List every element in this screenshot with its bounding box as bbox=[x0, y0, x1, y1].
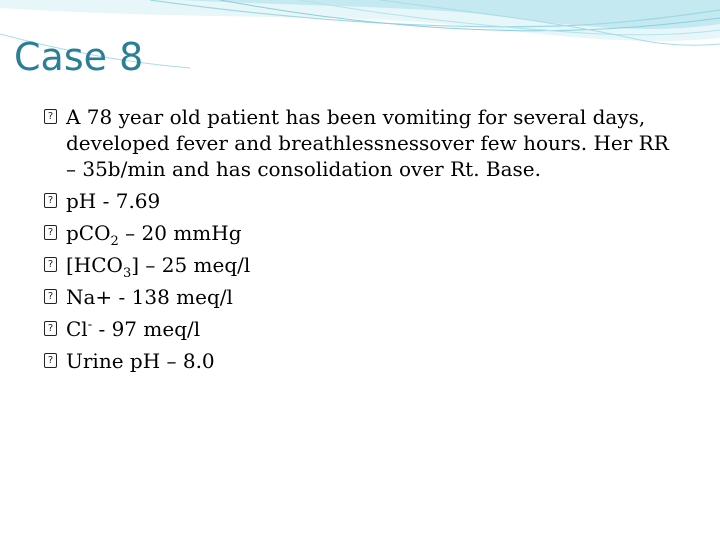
slide-title: Case 8 bbox=[14, 35, 144, 79]
bullet-superscript: - bbox=[87, 317, 93, 333]
bullet-text-pre: [HCO bbox=[66, 253, 123, 277]
bullet-case-description bbox=[44, 104, 684, 182]
bullet-text-pre: Cl bbox=[66, 317, 88, 341]
bullet-marker-icon: ? bbox=[44, 353, 57, 368]
bullet-subscript: 3 bbox=[122, 266, 132, 281]
bullet-text-pre: pCO bbox=[66, 221, 111, 245]
bullet-na bbox=[44, 284, 684, 310]
bullet-marker-icon: ? bbox=[44, 257, 57, 272]
bullet-marker-icon: ? bbox=[44, 321, 57, 336]
bullet-text-post: - 97 meq/l bbox=[92, 317, 201, 341]
bullet-hco3 bbox=[44, 252, 684, 281]
bullet-marker-icon: ? bbox=[44, 225, 57, 240]
bullet-text: Urine pH – 8.0 bbox=[66, 349, 215, 373]
bullet-text: Na+ - 138 meq/l bbox=[66, 285, 233, 309]
bullet-text: A 78 year old patient has been vomiting for several days, developed fever and breathlessnessover few hours. Her RR – 35b/min and has consolidation over Rt. Base. bbox=[66, 105, 669, 181]
bullet-text-post: – 20 mmHg bbox=[118, 221, 242, 245]
bullet-marker-icon: ? bbox=[44, 109, 57, 124]
bullet-text: pH - 7.69 bbox=[66, 189, 161, 213]
bullet-ph bbox=[44, 188, 684, 214]
slide-body bbox=[44, 104, 684, 380]
bullet-pco2 bbox=[44, 220, 684, 249]
bullet-urine-ph bbox=[44, 348, 684, 374]
bullet-text-post: ] – 25 meq/l bbox=[131, 253, 251, 277]
bullet-cl bbox=[44, 316, 684, 342]
bullet-marker-icon: ? bbox=[44, 193, 57, 208]
bullet-subscript: 2 bbox=[110, 234, 119, 249]
bullet-marker-icon: ? bbox=[44, 289, 57, 304]
